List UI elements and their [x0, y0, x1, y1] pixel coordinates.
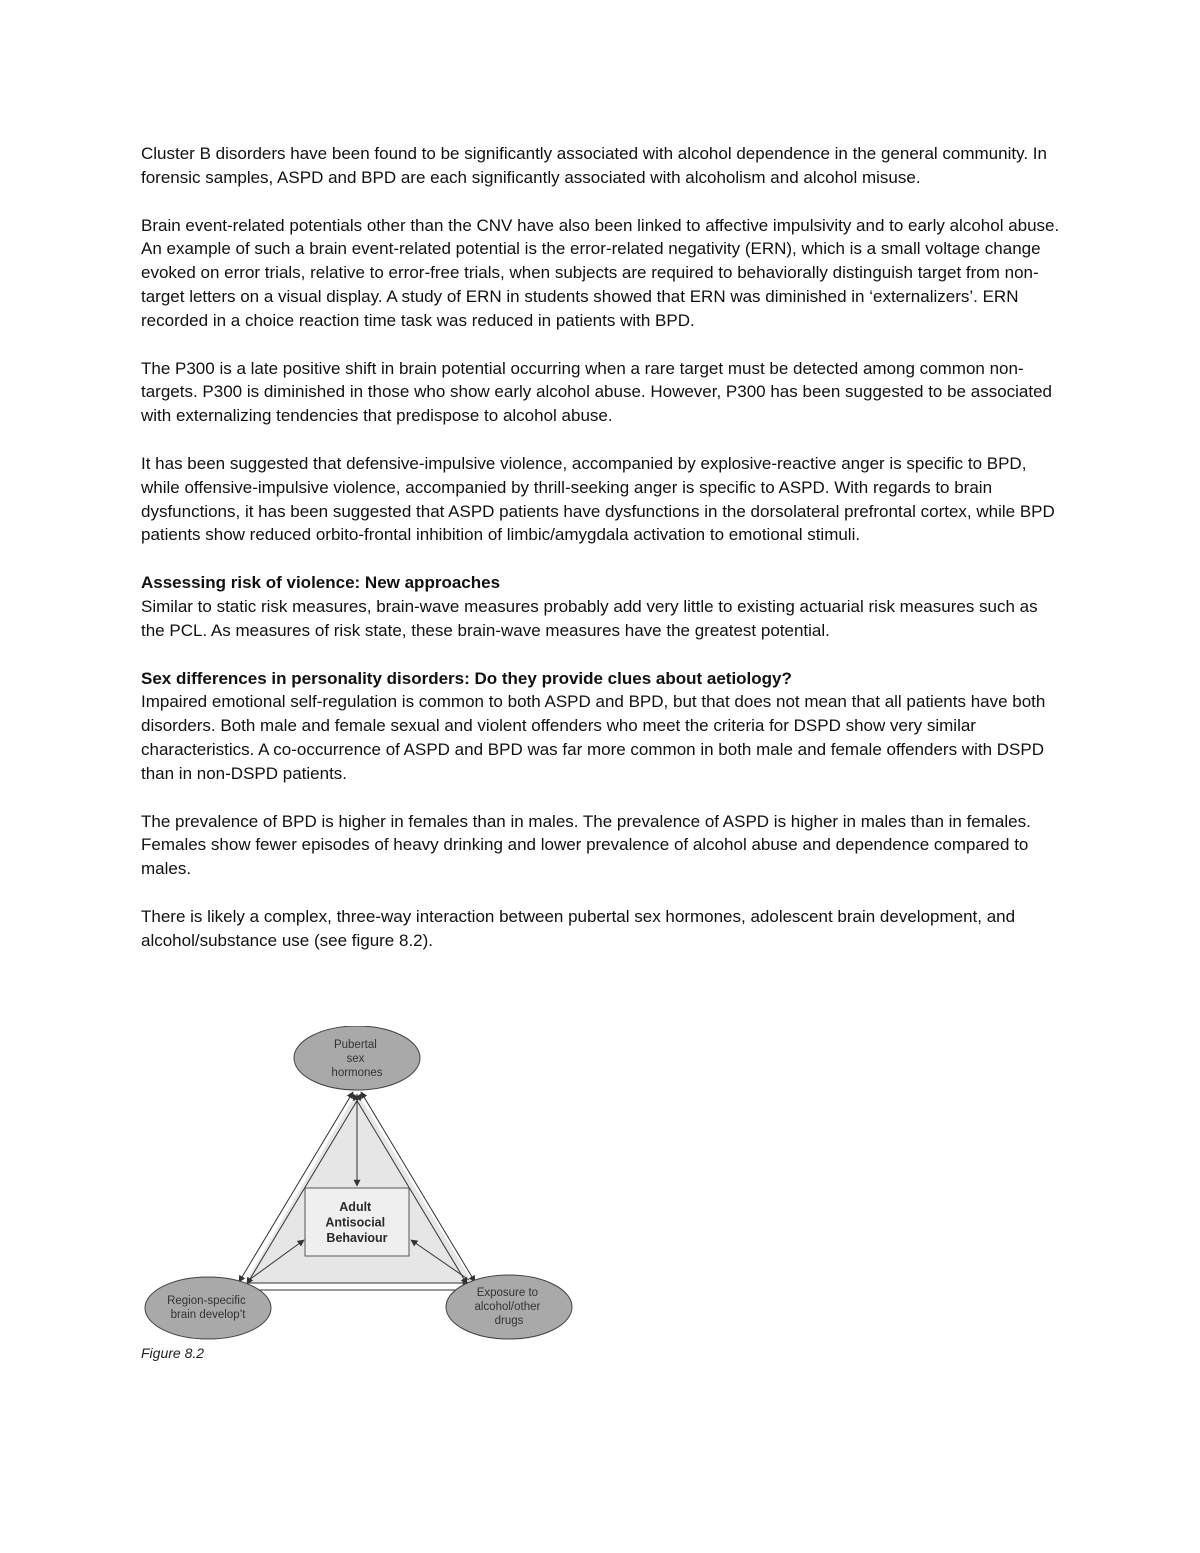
node-right-line-2: alcohol/other — [474, 1301, 541, 1313]
section-sex-differences — [141, 667, 1061, 786]
section-risk-assessment — [141, 571, 1061, 642]
node-top-line-3: hormones — [331, 1067, 383, 1079]
node-left-line-2: brain develop’t — [170, 1309, 246, 1321]
paragraph-sex-differences: Impaired emotional self-regulation is common to both ASPD and BPD, but that does not mean that all patients have both disorders. Both male and female sexual and violent offenders who meet the criteria for DSPD show very similar characteristics. A co-occurrence of ASPD and BPD was far more common in both male and female offenders with DSPD than in non-DSPD patients. — [141, 692, 1046, 783]
center-box-line-1: Adult — [339, 1200, 372, 1214]
node-top-line-2: sex — [346, 1053, 365, 1065]
node-right-line-3: drugs — [494, 1315, 524, 1327]
heading-risk-assessment: Assessing risk of violence: New approaches — [141, 573, 501, 593]
figure-caption: Figure 8.2 — [141, 1345, 205, 1361]
paragraph-cluster-b: Cluster B disorders have been found to be significantly associated with alcohol dependence in the general community. In forensic samples, ASPD and BPD are each significantly associated with alcoholism and alcohol misuse. — [141, 144, 1047, 187]
document-page — [141, 142, 1061, 977]
paragraph-prevalence: The prevalence of BPD is higher in females than in males. The prevalence of ASPD is higher in males than in females. Females show fewer episodes of heavy drinking and lower prevalence of alcohol abuse and dependence compared to males. — [141, 811, 1031, 879]
paragraph-violence-types: It has been suggested that defensive-impulsive violence, accompanied by explosive-reactive anger is specific to BPD, while offensive-impulsive violence, accompanied by thrill-seeking anger is specific to ASPD. With regards to brain dysfunctions, it has been suggested that ASPD patients have dysfunctions in the dorsolateral prefrontal cortex, while BPD patients show reduced orbito-frontal inhibition of limbic/amygdala activation to emotional stimuli. — [141, 453, 1055, 545]
node-region-specific-brain-development — [145, 1277, 271, 1339]
paragraph-p300: The P300 is a late positive shift in brain potential occurring when a rare target must be detected among common non-targets. P300 is diminished in those who show early alcohol abuse. However, P300 has been suggested to be associated with externalizing tendencies that predispose to alcohol abuse. — [141, 358, 1053, 426]
node-right-line-1: Exposure to — [476, 1287, 539, 1299]
paragraph-risk-assessment: Similar to static risk measures, brain-wave measures probably add very little to existing actuarial risk measures such as the PCL. As measures of risk state, these brain-wave measures have the greatest potential. — [141, 596, 1038, 640]
paragraph-three-way-interaction: There is likely a complex, three-way interaction between pubertal sex hormones, adolescent brain development, and alcohol/substance use (see figure 8.2). — [141, 906, 1016, 950]
heading-sex-differences: Sex differences in personality disorders: Do they provide clues about aetiology? — [141, 668, 792, 688]
center-box-line-3: Behaviour — [326, 1231, 388, 1245]
center-box-line-2: Antisocial — [325, 1215, 386, 1230]
node-left-line-1: Region-specific — [167, 1295, 246, 1307]
figure-8-2 — [141, 1026, 581, 1346]
interaction-diagram — [141, 1026, 581, 1346]
node-top-line-1: Pubertal — [333, 1039, 377, 1051]
paragraph-ern: Brain event-related potentials other than the CNV have also been linked to affective impulsivity and to early alcohol abuse. An example of such a brain event-related potential is the error-related negativity (ERN), which is a small voltage change evoked on error trials, relative to error-free trials, when subjects are required to behaviorally distinguish target from non-target letters on a visual display. A study of ERN in students showed that ERN was diminished in ‘externalizers’. ERN recorded in a choice reaction time task was reduced in patients with BPD. — [141, 215, 1060, 330]
